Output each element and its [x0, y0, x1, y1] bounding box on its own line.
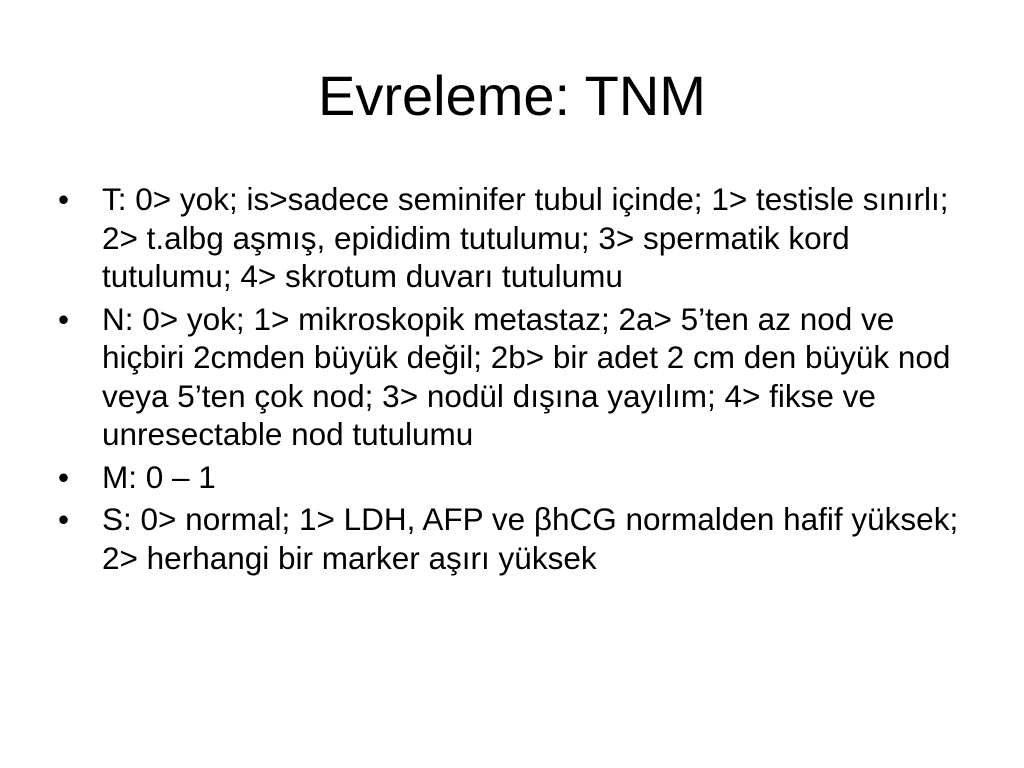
bullet-text-t: T: 0> yok; is>sadece seminifer tubul içinde; 1> testisle sınırlı; 2> t.albg aşmış, epididim tutulumu; 3> spermatik kord tutulumu; 4> skrotum duvarı tutulumu	[102, 181, 949, 294]
bullet-dot-icon: •	[58, 458, 70, 495]
bullet-text-s: S: 0> normal; 1> LDH, AFP ve βhCG normalden hafif yüksek; 2> herhangi bir marker aşırı yüksek	[102, 501, 959, 576]
slide-title: Evreleme: TNM	[318, 64, 706, 127]
bullet-dot-icon: •	[58, 501, 70, 537]
bullet-dot-icon: •	[58, 300, 70, 337]
bullet-item-t	[58, 180, 978, 296]
bullet-item-n	[58, 300, 978, 454]
bullet-list	[58, 180, 978, 581]
bullet-item-s	[58, 500, 978, 577]
bullet-dot-icon: •	[58, 181, 70, 217]
bullet-text-n: N: 0> yok; 1> mikroskopik metastaz; 2a> 5’ten az nod ve hiçbiri 2cmden büyük değil; 2b> bir adet 2 cm den büyük nod veya 5’ten çok nod; 3> nodül dışına yayılım; 4> fikse ve unresectable nod tutulumu	[102, 300, 951, 452]
bullet-item-m	[58, 458, 978, 497]
bullet-text-m: M: 0 – 1	[102, 458, 216, 495]
